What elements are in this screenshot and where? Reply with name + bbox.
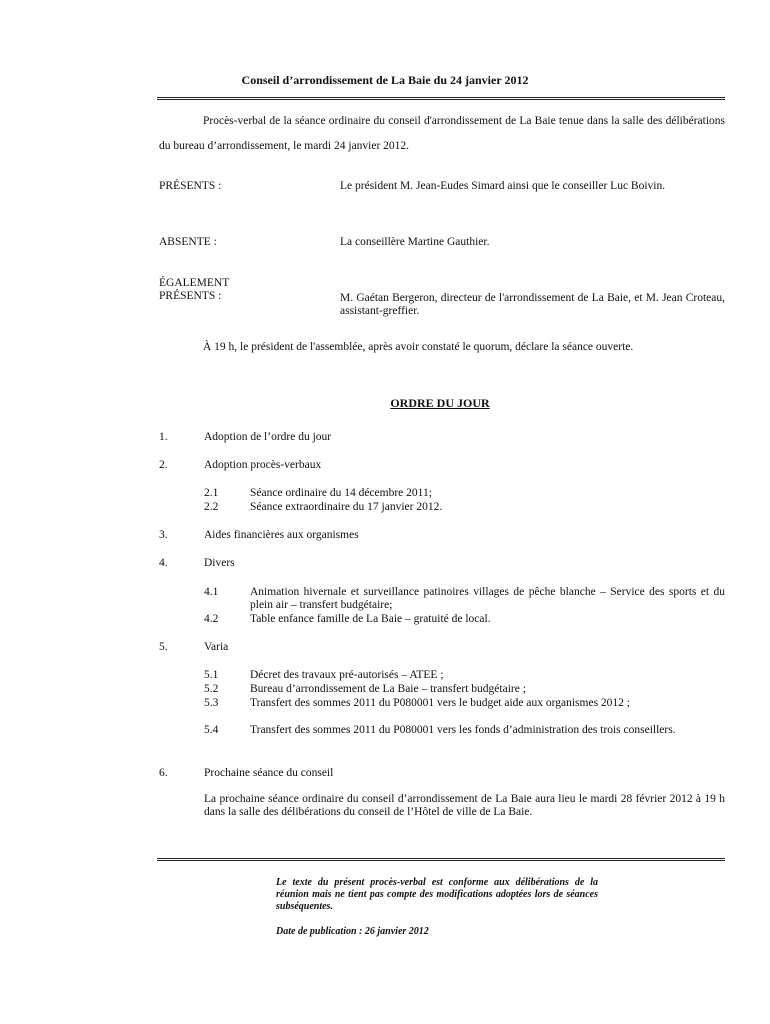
agenda-item-number: 2.: [159, 459, 168, 471]
attendance-value-presents: Le président M. Jean-Eudes Simard ainsi que le conseiller Luc Boivin.: [340, 180, 666, 192]
agenda-subitem-text: Transfert des sommes 2011 du P080001 vers les fonds d’administration des trois conseillers.: [250, 724, 676, 736]
footer-rule: [157, 858, 725, 861]
agenda-subitem-number: 5.2: [204, 683, 219, 695]
agenda-heading: ORDRE DU JOUR: [390, 396, 490, 410]
intro-paragraph: [159, 109, 725, 159]
agenda-item-text: Adoption de l’ordre du jour: [204, 431, 332, 443]
agenda-subitem-number: 5.3: [204, 697, 219, 709]
agenda-subitem-text: Décret des travaux pré-autorisés – ATEE ;: [250, 669, 444, 681]
agenda-item-number: 5.: [159, 641, 168, 653]
attendance-value-absente: La conseillère Martine Gauthier.: [340, 236, 490, 248]
agenda-subitem-text: Transfert des sommes 2011 du P080001 vers le budget aide aux organismes 2012 ;: [250, 697, 630, 709]
opening-text: À 19 h, le président de l'assemblée, après avoir constaté le quorum, déclare la séance ouverte.: [203, 341, 634, 353]
agenda-subitem-number: 4.2: [204, 613, 219, 625]
agenda-item-text: Aides financières aux organismes: [204, 529, 359, 541]
agenda-subitem-number: 5.4: [204, 724, 219, 736]
agenda-item-number: 1.: [159, 431, 168, 443]
attendance-label-absente: ABSENTE :: [159, 236, 217, 248]
agenda-subitem-text: Bureau d’arrondissement de La Baie – transfert budgétaire ;: [250, 683, 526, 695]
agenda-item-number: 6.: [159, 767, 168, 779]
agenda-item-text: Divers: [204, 557, 235, 569]
agenda-subitem-number: 2.2: [204, 501, 219, 513]
document-title: Conseil d’arrondissement de La Baie du 24 janvier 2012: [241, 73, 529, 87]
agenda-item-text: Adoption procès-verbaux: [204, 459, 322, 471]
next-meeting-paragraph: La prochaine séance ordinaire du conseil d’arrondissement de La Baie aura lieu le mardi 28 février 2012 à 19 h dans la salle des délibérations du conseil de l’Hôtel de ville de La Baie.: [204, 793, 725, 818]
agenda-subitem-number: 5.1: [204, 669, 219, 681]
publication-date: Date de publication : 26 janvier 2012: [276, 926, 429, 937]
agenda-subitem-number: 2.1: [204, 487, 219, 499]
footer-note: Le texte du présent procès-verbal est conforme aux délibérations de la réunion mais ne tient pas compte des modifications adoptées lors de séances subséquentes.: [276, 877, 598, 912]
agenda-subitem-number: 4.1: [204, 586, 219, 598]
agenda-item-number: 3.: [159, 529, 168, 541]
header-rule: [157, 97, 725, 100]
attendance-value-egalement: M. Gaétan Bergeron, directeur de l'arrondissement de La Baie, et M. Jean Croteau, assistant-greffier.: [340, 292, 725, 317]
intro-text: Procès-verbal de la séance ordinaire du conseil d'arrondissement de La Baie tenue dans la salle des délibérations du bureau d’arrondissement, le mardi 24 janvier 2012.: [159, 115, 725, 152]
attendance-label-presents: PRÉSENTS :: [159, 180, 222, 192]
agenda-subitem-text: Table enfance famille de La Baie – gratuité de local.: [250, 613, 491, 625]
attendance-label-egalement: ÉGALEMENT PRÉSENTS :: [159, 277, 230, 302]
agenda-item-number: 4.: [159, 557, 168, 569]
agenda-item-text: Varia: [204, 641, 229, 653]
agenda-subitem-text: Séance extraordinaire du 17 janvier 2012.: [250, 501, 443, 513]
opening-paragraph: [159, 335, 725, 360]
agenda-subitem-text: Séance ordinaire du 14 décembre 2011;: [250, 487, 432, 499]
agenda-item-text: Prochaine séance du conseil: [204, 767, 334, 779]
agenda-subitem-text: Animation hivernale et surveillance patinoires villages de pêche blanche – Service des sports et du plein air – transfert budgétaire;: [250, 586, 725, 611]
